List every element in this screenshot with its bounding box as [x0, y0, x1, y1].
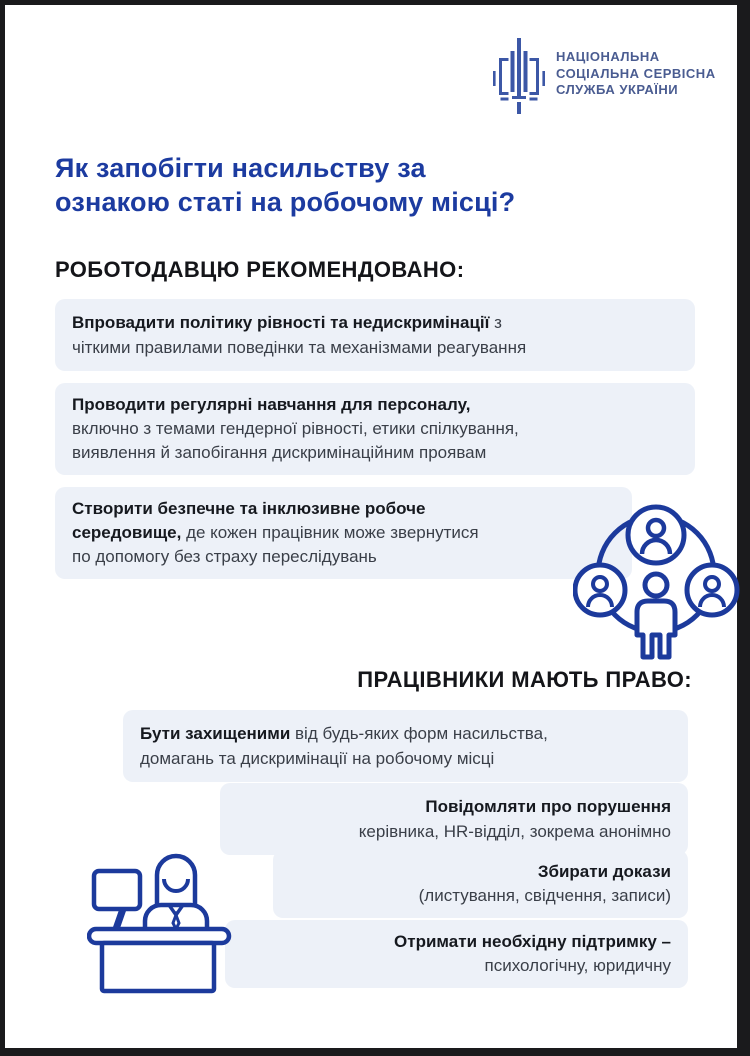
card-lead-text: Отримати необхідну підтримку – — [394, 932, 671, 951]
employer-section-heading: РОБОТОДАВЦЮ РЕКОМЕНДОВАНО: — [55, 257, 465, 282]
card-body-text: психологічну, юридичну — [484, 956, 671, 975]
org-name-line: НАЦІОНАЛЬНА — [556, 49, 660, 64]
card-body-text: (листування, свідчення, записи) — [418, 886, 671, 905]
recommendation-card-environment — [55, 487, 632, 579]
org-name-line: СЛУЖБА УКРАЇНИ — [556, 82, 679, 97]
poster-page — [5, 5, 737, 1048]
card-lead-text: Повідомляти про порушення — [425, 797, 671, 816]
card-lead-text: Впровадити політику рівності та недискримінації — [72, 313, 490, 332]
people-network-icon — [573, 502, 740, 660]
card-body-text: виявлення й запобігання дискримінаційним проявам — [72, 443, 487, 462]
right-card-evidence — [273, 850, 688, 918]
employees-section-heading: ПРАЦІВНИКИ МАЮТЬ ПРАВО: — [357, 667, 692, 692]
card-body-text: домагань та дискримінації на робочому місці — [140, 749, 495, 768]
poster-title-line: Як запобігти насильству за — [55, 153, 426, 183]
org-name — [556, 49, 716, 99]
right-card-protection — [123, 710, 688, 782]
right-card-report — [220, 783, 688, 855]
card-body-text: керівника, HR-відділ, зокрема анонімно — [358, 822, 671, 841]
card-lead-text: Збирати докази — [537, 862, 671, 881]
recommendation-card-policy — [55, 299, 695, 371]
hr-specialist-at-desk-icon — [87, 843, 232, 995]
recommendation-card-training — [55, 383, 695, 475]
card-body-text: де кожен працівник може звернутися — [181, 523, 479, 542]
right-card-support — [225, 920, 688, 988]
org-name-line: СОЦІАЛЬНА СЕРВІСНА — [556, 65, 716, 81]
card-lead-text: Проводити регулярні навчання для персоналу, — [72, 395, 471, 414]
card-body-text: з — [489, 313, 502, 332]
card-body-text: від будь-яких форм насильства, — [290, 724, 548, 743]
card-lead-text: Створити безпечне та інклюзивне робоче — [72, 499, 426, 518]
card-lead-text: Бути захищеними — [140, 724, 291, 743]
nssu-tryzub-logo-icon — [493, 38, 545, 114]
card-body-text: по допомогу без страху переслідувань — [72, 547, 377, 566]
card-lead-text: середовище, — [72, 523, 182, 542]
poster-title-line: ознакою статі на робочому місці? — [55, 187, 516, 217]
card-body-text: чіткими правилами поведінки та механізмами реагування — [72, 338, 527, 357]
card-body-text: включно з темами гендерної рівності, етики спілкування, — [72, 419, 519, 438]
poster-title — [55, 151, 675, 219]
